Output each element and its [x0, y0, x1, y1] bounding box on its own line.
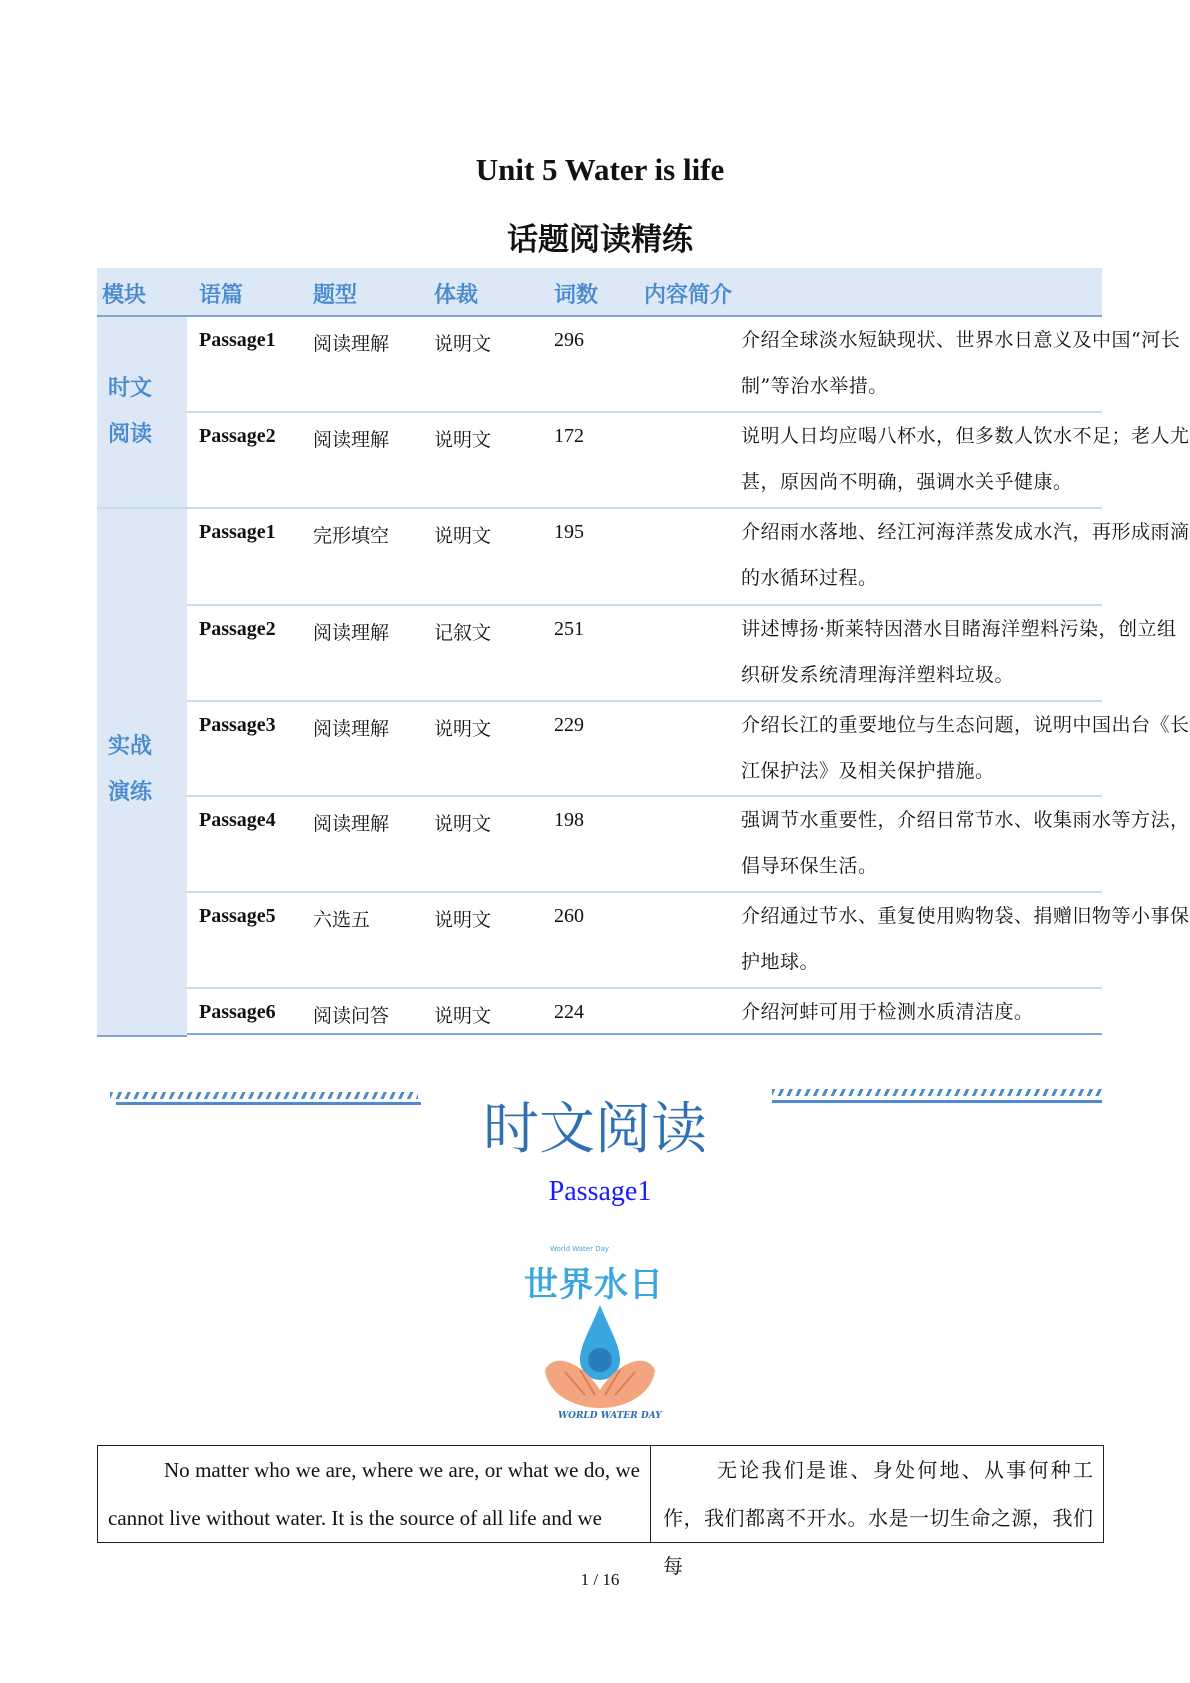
module-cell	[97, 509, 187, 1037]
question-type: 阅读理解	[313, 429, 390, 451]
header-module: 模块	[102, 282, 147, 308]
table-row	[187, 413, 1190, 509]
question-type: 阅读理解	[313, 333, 390, 355]
english-text: No matter who we are, where we are, or what we do, we cannot live without water. It is the source of all life and we	[98, 1446, 651, 1542]
genre: 说明文	[434, 909, 492, 931]
table-row	[187, 893, 1190, 989]
passage-name: Passage3	[199, 714, 276, 736]
header-words: 词数	[554, 282, 599, 308]
genre: 说明文	[434, 1005, 492, 1027]
passage-name: Passage4	[199, 809, 276, 831]
section-banner: 时文阅读	[483, 1097, 707, 1162]
passage-name: Passage5	[199, 905, 276, 927]
water-hands-icon	[540, 1300, 660, 1410]
word-count: 224	[554, 1001, 584, 1023]
summary: 强调节水重要性，介绍日常节水、收集雨水等方法，倡导环保生活。	[741, 809, 1190, 877]
bilingual-table	[97, 1445, 1104, 1578]
summary: 介绍全球淡水短缺现状、世界水日意义及中国“河长制”等治水举措。	[741, 329, 1181, 397]
genre: 说明文	[434, 333, 492, 355]
word-count: 198	[554, 809, 584, 831]
question-type: 完形填空	[313, 525, 390, 547]
chinese-text: 无论我们是谁、身处何地、从事何种工作，我们都离不开水。水是一切生命之源，我们每	[663, 1458, 1093, 1578]
passage-name: Passage2	[199, 618, 276, 640]
genre: 说明文	[434, 813, 492, 835]
table-row	[187, 509, 1190, 606]
summary: 介绍长江的重要地位与生态问题，说明中国出台《长江保护法》及相关保护措施。	[741, 714, 1190, 782]
world-water-day-image	[510, 1245, 690, 1430]
table-row	[187, 989, 1102, 1035]
word-count: 172	[554, 425, 584, 447]
question-type: 阅读问答	[313, 1005, 390, 1027]
word-count: 296	[554, 329, 584, 351]
table-row	[187, 317, 1181, 413]
summary: 介绍通过节水、重复使用购物袋、捐赠旧物等小事保护地球。	[741, 905, 1190, 973]
logo-text: 世界水日	[524, 1265, 664, 1305]
logo-small-text: World Water Day	[550, 1245, 610, 1253]
module-cell	[97, 317, 187, 509]
header-summary: 内容简介	[644, 282, 733, 308]
genre: 说明文	[434, 525, 492, 547]
table-row	[187, 606, 1177, 702]
module-label: 时文	[108, 375, 153, 401]
document-subtitle: 话题阅读精练	[507, 222, 693, 258]
summary: 介绍雨水落地、经江河海洋蒸发成水汽，再形成雨滴的水循环过程。	[741, 521, 1190, 589]
passage-name: Passage1	[199, 329, 276, 351]
module-label: 演练	[108, 779, 153, 805]
summary: 讲述博扬·斯莱特因潜水目睹海洋塑料污染，创立组织研发系统清理海洋塑料垃圾。	[741, 618, 1177, 686]
module-label: 实战	[108, 733, 153, 759]
question-type: 阅读理解	[313, 813, 390, 835]
table-row	[187, 702, 1190, 797]
genre: 说明文	[434, 718, 492, 740]
summary: 说明人日均应喝八杯水，但多数人饮水不足；老人尤甚，原因尚不明确，强调水关乎健康。	[741, 425, 1190, 493]
question-type: 阅读理解	[313, 622, 390, 644]
question-type: 阅读理解	[313, 718, 390, 740]
word-count: 229	[554, 714, 584, 736]
question-type: 六选五	[313, 909, 371, 931]
word-count: 195	[554, 521, 584, 543]
header-passage: 语篇	[199, 282, 244, 308]
table-row	[187, 797, 1190, 893]
genre: 记叙文	[434, 622, 492, 644]
module-label: 阅读	[108, 421, 153, 447]
document-title: Unit 5 Water is life	[475, 152, 725, 187]
passage-name: Passage6	[199, 1001, 276, 1023]
table-header	[97, 268, 1102, 317]
passage-heading: Passage1	[548, 1176, 652, 1207]
image-caption: WORLD WATER DAY	[558, 1411, 662, 1421]
passage-name: Passage2	[199, 425, 276, 447]
header-genre: 体裁	[434, 282, 479, 308]
passage-name: Passage1	[199, 521, 276, 543]
page-number: 1 / 16	[580, 1570, 620, 1589]
summary: 介绍河蚌可用于检测水质清洁度。	[741, 1001, 1034, 1023]
word-count: 260	[554, 905, 584, 927]
header-type: 题型	[313, 282, 358, 308]
genre: 说明文	[434, 429, 492, 451]
word-count: 251	[554, 618, 584, 640]
